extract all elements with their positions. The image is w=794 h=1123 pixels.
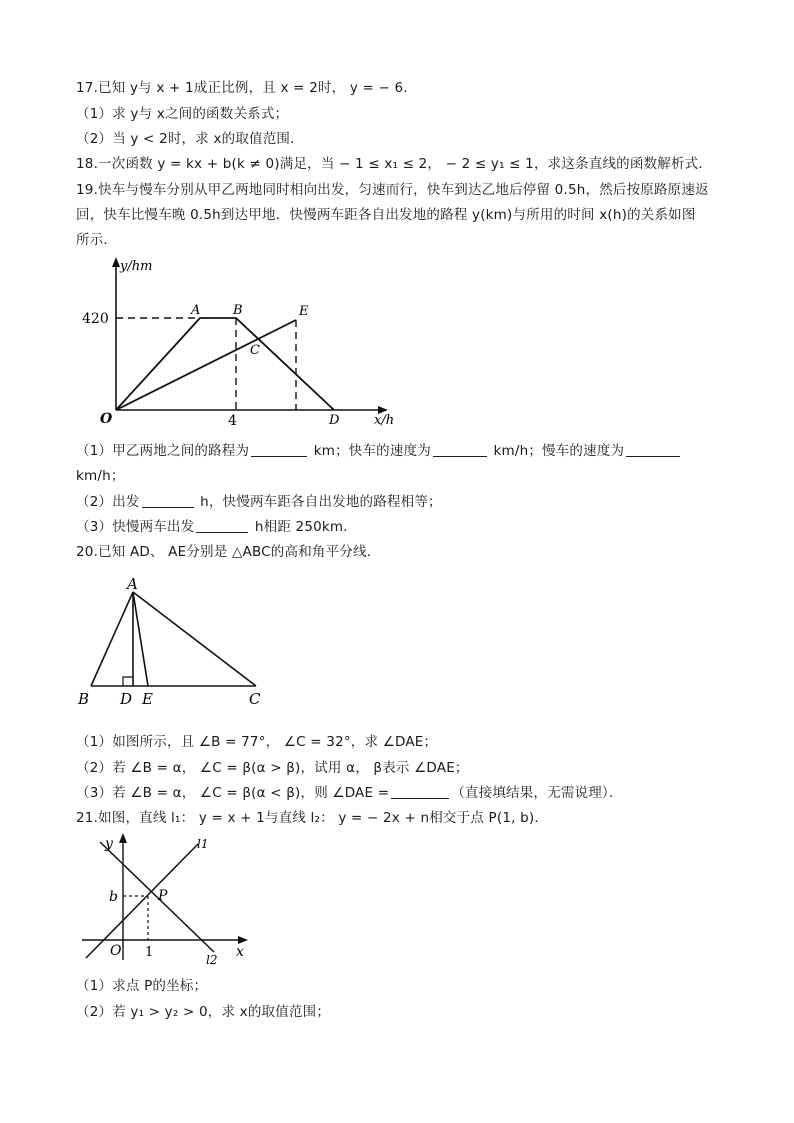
vertex-b-label: B (78, 690, 90, 708)
x-axis-label: x/h (374, 413, 395, 428)
y-axis-label: y (105, 836, 113, 852)
point-p-label: P (158, 888, 168, 904)
q3-part-b: （直接填结果，无需说理）． (451, 785, 623, 801)
q3-part-a: （3）快慢两车出发 (76, 519, 195, 535)
point-e-label: E (142, 690, 153, 708)
vertex-c-label: C (249, 690, 261, 708)
origin-label: O (100, 411, 113, 427)
problem-19-q3 (76, 516, 726, 538)
problem-17-q2: （2）当 y < 2时，求 x的取值范围． (76, 131, 304, 147)
figure-21-lines (76, 828, 256, 968)
point-d-label: D (329, 413, 340, 428)
problem-19-line1: 19.快车与慢车分别从甲乙两地同时相向出发，匀速而行，快车到达乙地后停留 0.5h，然后按原路原速返 (76, 182, 709, 198)
right-angle-mark (123, 677, 133, 686)
x-tick-1: 1 (145, 945, 154, 960)
answer-blank-fast-speed[interactable] (433, 442, 487, 457)
vertex-a-label: A (127, 575, 138, 593)
y-axis-arrow (119, 833, 127, 843)
line-l2-label: l2 (206, 953, 218, 967)
fast-car-path (116, 318, 334, 410)
q1-part-b: km；快车的速度为 (309, 443, 431, 459)
q3-part-a: （3）若 ∠B = α， ∠C = β(α < β)，则 ∠DAE = (76, 785, 390, 801)
y-tick-420: 420 (82, 311, 109, 327)
answer-blank-slow-speed[interactable] (626, 442, 680, 457)
problem-17-stem: 17.已知 y与 x + 1成正比例，且 x = 2时， y = − 6． (76, 80, 418, 96)
figure-20-triangle (76, 572, 276, 712)
figure-19-graph (76, 250, 416, 430)
x-tick-4: 4 (228, 413, 237, 429)
problem-19-q2 (76, 491, 726, 513)
problem-19-line2: 回，快车比慢车晚 0.5h到达甲地．快慢两车距各自出发地的路程 y(km)与所用的时间 x(h)的关系如图 (76, 207, 696, 223)
problem-19-q1 (76, 440, 726, 462)
line-l1-label: l1 (197, 837, 209, 851)
answer-blank-distance[interactable] (251, 442, 307, 457)
answer-blank-time-250[interactable] (196, 518, 248, 533)
answer-blank-time-equal[interactable] (142, 493, 194, 508)
q3-part-b: h相距 250km． (250, 519, 357, 535)
slow-car-path (116, 320, 296, 410)
q1-part-c: km/h；慢车的速度为 (488, 443, 625, 459)
point-c-label: C (250, 343, 260, 358)
point-a-label: A (191, 303, 201, 318)
problem-20-q2: （2）若 ∠B = α， ∠C = β(α > β)，试用 α， β表示 ∠DAE； (76, 760, 469, 776)
problem-18-stem: 18.一次函数 y = kx + b(k ≠ 0)满足，当 − 1 ≤ x₁ ≤ 2， − 2 ≤ y₁ ≤ 1，求这条直线的函数解析式． (76, 156, 713, 172)
line-l1 (86, 844, 198, 958)
problem-21-stem: 21.如图，直线 l₁： y = x + 1与直线 l₂： y = − 2x + n相交于点 P(1, b)． (76, 810, 549, 826)
problem-19-q1-unit: km/h； (76, 468, 125, 484)
problem-19-line3: 所示． (76, 232, 118, 248)
y-axis-label: y/hm (120, 259, 153, 274)
problem-20-stem: 20.已知 AD、 AE分别是 △ABC的高和角平分线． (76, 544, 381, 560)
problem-17-q1: （1）求 y与 x之间的函数关系式； (76, 106, 289, 122)
point-b-label: B (233, 303, 243, 318)
x-axis-arrow (238, 936, 248, 944)
q2-part-b: h，快慢两车距各自出发地的路程相等； (195, 494, 442, 510)
y-tick-b: b (109, 889, 118, 905)
point-e-label: E (299, 304, 309, 319)
problem-21-q2: （2）若 y₁ > y₂ > 0，求 x的取值范围； (76, 1004, 331, 1020)
y-axis-arrow (112, 257, 120, 267)
problem-21-q1: （1）求点 P的坐标； (76, 978, 208, 994)
problem-20-q3 (76, 782, 726, 804)
problem-20-q1: （1）如图所示，且 ∠B = 77°， ∠C = 32°，求 ∠DAE； (76, 734, 438, 750)
q2-part-a: （2）出发 (76, 494, 140, 510)
bisector-ae (133, 592, 148, 686)
answer-blank-dae[interactable] (391, 784, 449, 799)
point-d-label: D (120, 690, 133, 708)
x-axis-label: x (236, 944, 244, 960)
q1-part-a: （1）甲乙两地之间的路程为 (76, 443, 250, 459)
origin-label: O (110, 943, 122, 959)
